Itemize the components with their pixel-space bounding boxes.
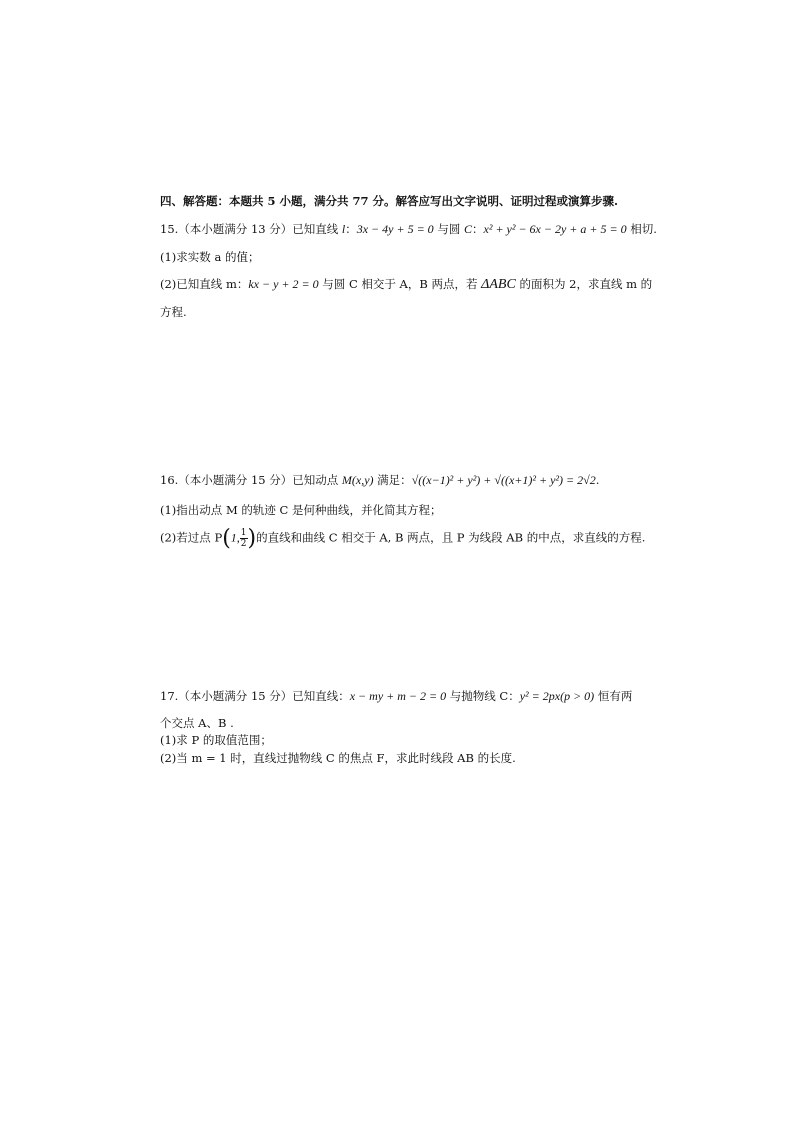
problem-16-fraction (240, 528, 248, 549)
problem-16-fraction-numerator: 1 (240, 528, 247, 538)
problem-15-sep1: ： (345, 222, 357, 236)
problem-17-continuation: 个交点 A、B . (160, 716, 234, 730)
problem-16-condition: √((x−1)² + y²) + √((x+1)² + y²) = 2√2 (411, 473, 596, 487)
problem-15-part-2 (160, 276, 652, 293)
problem-17-part-1: (1)求 P 的取值范围； (160, 733, 272, 747)
problem-15-tail: 相切. (626, 222, 657, 236)
problem-15-circle-equation: x² + y² − 6x − 2y + a + 5 = 0 (483, 222, 627, 236)
problem-16-part-2-lead: (2)若过点 P (160, 530, 223, 545)
problem-16-part-2: (2)若过点 P(1, $\frac{1}{2}$ )的直线和曲线 C 相交于 A, B 两点，且 P 为线段 AB 的中点，求直线的方程. (160, 525, 646, 551)
problem-16-fraction-denominator: 2 (240, 539, 247, 549)
problem-17-parabola-equation: y² = 2px(p > 0) (519, 689, 595, 703)
problem-17-statement (160, 688, 632, 704)
problem-15-line-m-equation: kx − y + 2 = 0 (248, 277, 319, 291)
problem-17-tail: 恒有两 (594, 689, 633, 703)
problem-15-sep2: ： (472, 222, 484, 236)
problem-15-line-name: l (341, 222, 346, 236)
problem-15-part-2-lead: (2)已知直线 m： (160, 277, 249, 291)
problem-16-part-1: (1)指出动点 M 的轨迹 C 是何种曲线，并化简其方程； (160, 503, 442, 517)
problem-16-part-2-end: 的直线和曲线 C 相交于 A, B 两点，且 P 为线段 AB 的中点，求直线的方程. (256, 530, 646, 545)
problem-16-mid: 满足： (373, 473, 412, 487)
problem-15-line-equation: 3x − 4y + 5 = 0 (356, 222, 434, 236)
problem-16-point-x: 1, (230, 530, 240, 545)
problem-16-intro: 16.（本小题满分 15 分）已知动点 (160, 473, 342, 487)
problem-15-intro: 15.（本小题满分 13 分）已知直线 (160, 222, 342, 236)
problem-15-circle-name: C (464, 222, 473, 236)
problem-17-mid: 与抛物线 C： (446, 689, 520, 703)
section-heading: 四、解答题：本题共 5 小题，满分共 77 分。解答应写出文字说明、证明过程或演算步骤. (160, 194, 619, 208)
problem-15-triangle: ΔABC (481, 277, 516, 292)
problem-15-statement (160, 221, 657, 237)
problem-17-intro: 17.（本小题满分 15 分）已知直线： (160, 689, 350, 703)
problem-15-part-1: (1)求实数 a 的值； (160, 250, 260, 264)
problem-16-tail: . (595, 473, 600, 487)
problem-15-part-2-mid: 与圆 C 相交于 A，B 两点，若 (318, 277, 482, 291)
problem-15-part-2-end: 的面积为 2，求直线 m 的 (515, 277, 653, 291)
problem-15-mid: 与圆 (433, 222, 464, 236)
problem-17-part-2: (2)当 m = 1 时，直线过抛物线 C 的焦点 F，求此时线段 AB 的长度. (160, 751, 516, 765)
problem-16-point: M(x,y) (341, 473, 374, 487)
problem-17-line-equation: x − my + m − 2 = 0 (349, 689, 447, 703)
problem-16-statement (160, 472, 599, 488)
problem-15-part-2-continuation: 方程. (160, 305, 187, 319)
